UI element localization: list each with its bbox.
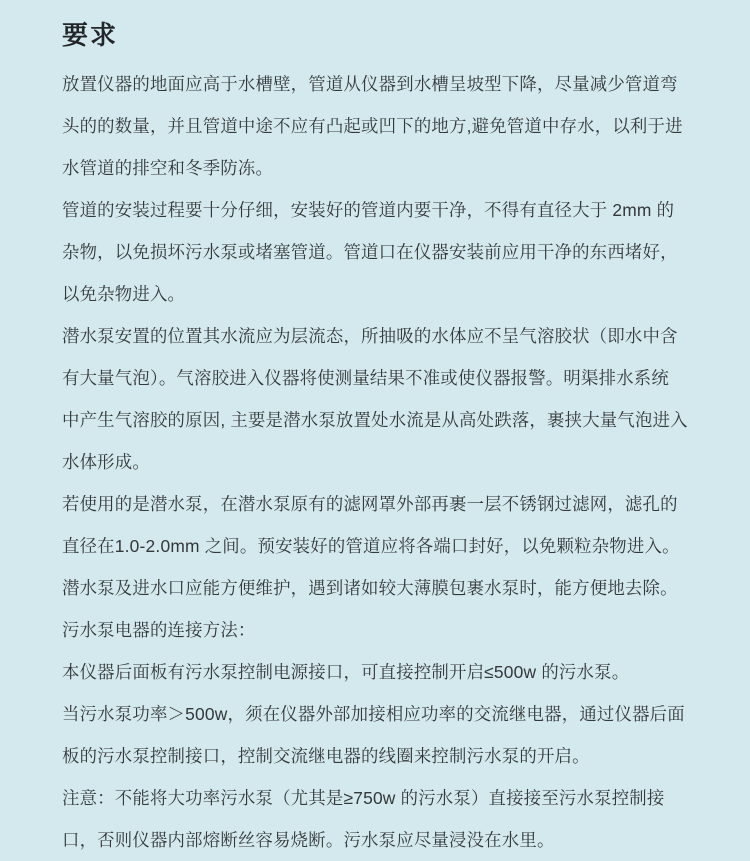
- text-line: 注意：不能将大功率污水泵（尤其是≥750w 的污水泵）直接接至污水泵控制接: [62, 788, 665, 808]
- text-line: 当污水泵功率＞500w，须在仪器外部加接相应功率的交流继电器，通过仪器后面: [62, 704, 685, 724]
- document-body: [62, 63, 700, 861]
- paragraph-maintenance: [62, 567, 700, 609]
- text-line: 污水泵电器的连接方法：: [62, 620, 256, 640]
- text-line: 头的的数量，并且管道中途不应有凸起或凹下的地方,避免管道中存水，以利于进: [62, 116, 683, 136]
- paragraph-pipe-clean: [62, 189, 700, 315]
- text-line: 若使用的是潜水泵，在潜水泵原有的滤网罩外部再裹一层不锈钢过滤网，滤孔的: [62, 494, 678, 514]
- text-line: 以免杂物进入。: [62, 284, 186, 304]
- text-line: 放置仪器的地面应高于水槽壁，管道从仪器到水槽呈坡型下降，尽量减少管道弯: [62, 74, 678, 94]
- text-line: 有大量气泡）。气溶胶进入仪器将使测量结果不准或使仪器报警。明渠排水系统: [62, 368, 669, 388]
- page-title: 要求: [62, 20, 119, 50]
- paragraph-wiring-heading: [62, 609, 700, 651]
- paragraph-warning: [62, 777, 700, 861]
- text-line: 板的污水泵控制接口，控制交流继电器的线圈来控制污水泵的开启。: [62, 746, 590, 766]
- text-line: 水管道的排空和冬季防冻。: [62, 158, 274, 178]
- text-line: 杂物，以免损坏污水泵或堵塞管道。管道口在仪器安装前应用干净的东西堵好，: [62, 242, 678, 262]
- paragraph-pipe-slope: [62, 63, 700, 189]
- text-line: 中产生气溶胶的原因, 主要是潜水泵放置处水流是从高处跌落，裹挟大量气泡进入: [62, 410, 688, 430]
- text-line: 潜水泵安置的位置其水流应为层流态，所抽吸的水体应不呈气溶胶状（即水中含: [62, 326, 678, 346]
- text-line: 口，否则仪器内部熔断丝容易烧断。污水泵应尽量浸没在水里。: [62, 830, 555, 850]
- text-line: 水体形成。: [62, 452, 150, 472]
- paragraph-direct-control: [62, 651, 700, 693]
- paragraph-filter-mesh: [62, 483, 700, 567]
- paragraph-pump-placement: [62, 315, 700, 483]
- text-line: 管道的安装过程要十分仔细，安装好的管道内要干净，不得有直径大于 2mm 的: [62, 200, 675, 220]
- text-line: 本仪器后面板有污水泵控制电源接口，可直接控制开启≤500w 的污水泵。: [62, 662, 630, 682]
- text-line: 潜水泵及进水口应能方便维护，遇到诸如较大薄膜包裹水泵时，能方便地去除。: [62, 578, 678, 598]
- text-line: 直径在1.0-2.0mm 之间。预安装好的管道应将各端口封好，以免颗粒杂物进入。: [62, 536, 680, 556]
- paragraph-relay-control: [62, 693, 700, 777]
